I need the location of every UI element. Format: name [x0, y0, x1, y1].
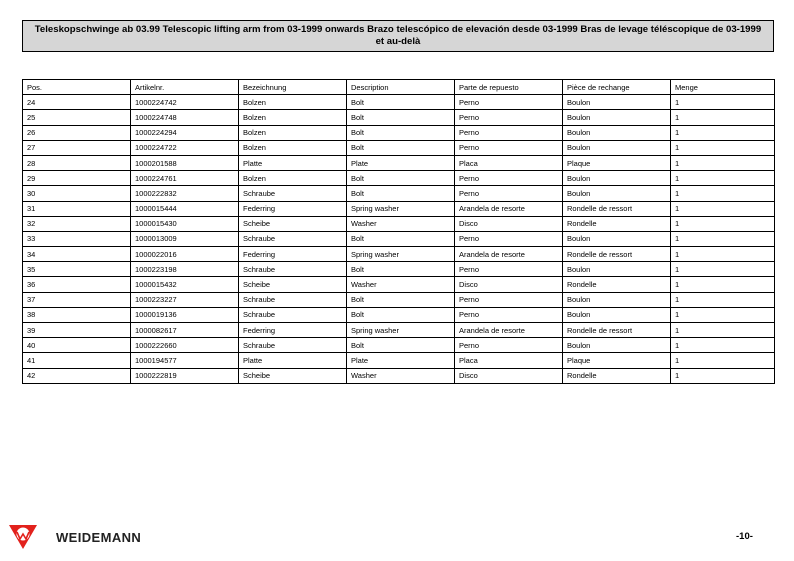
cell-menge: 1 — [671, 125, 775, 140]
cell-pos: 40 — [23, 338, 131, 353]
cell-piece-de-rechange: Rondelle de ressort — [563, 201, 671, 216]
cell-menge: 1 — [671, 95, 775, 110]
cell-description: Washer — [347, 277, 455, 292]
cell-description: Bolt — [347, 292, 455, 307]
cell-bezeichnung: Platte — [239, 155, 347, 170]
cell-article-number: 1000223198 — [131, 262, 239, 277]
cell-pos: 35 — [23, 262, 131, 277]
cell-parte-de-repuesto: Perno — [455, 125, 563, 140]
cell-article-number: 1000224761 — [131, 171, 239, 186]
table-row — [23, 216, 775, 231]
cell-menge: 1 — [671, 277, 775, 292]
cell-bezeichnung: Schraube — [239, 338, 347, 353]
cell-menge: 1 — [671, 262, 775, 277]
cell-piece-de-rechange: Boulon — [563, 186, 671, 201]
table-row — [23, 155, 775, 170]
cell-bezeichnung: Platte — [239, 353, 347, 368]
cell-piece-de-rechange: Rondelle — [563, 368, 671, 383]
cell-article-number: 1000223227 — [131, 292, 239, 307]
cell-bezeichnung: Schraube — [239, 186, 347, 201]
table-row — [23, 171, 775, 186]
cell-pos: 25 — [23, 110, 131, 125]
cell-menge: 1 — [671, 140, 775, 155]
table-row — [23, 125, 775, 140]
cell-bezeichnung: Schraube — [239, 262, 347, 277]
cell-menge: 1 — [671, 247, 775, 262]
table-row — [23, 307, 775, 322]
table-row — [23, 323, 775, 338]
cell-pos: 26 — [23, 125, 131, 140]
column-header-bezeichnung: Bezeichnung — [239, 80, 347, 95]
cell-article-number: 1000019136 — [131, 307, 239, 322]
cell-article-number: 1000015444 — [131, 201, 239, 216]
table-row — [23, 292, 775, 307]
cell-description: Washer — [347, 368, 455, 383]
cell-menge: 1 — [671, 216, 775, 231]
column-header-menge: Menge — [671, 80, 775, 95]
cell-description: Washer — [347, 216, 455, 231]
cell-description: Bolt — [347, 338, 455, 353]
cell-description: Bolt — [347, 125, 455, 140]
table-row — [23, 353, 775, 368]
cell-bezeichnung: Bolzen — [239, 171, 347, 186]
cell-piece-de-rechange: Rondelle de ressort — [563, 247, 671, 262]
cell-menge: 1 — [671, 292, 775, 307]
table-row — [23, 231, 775, 246]
cell-piece-de-rechange: Plaque — [563, 353, 671, 368]
cell-bezeichnung: Schraube — [239, 292, 347, 307]
column-header-piece-de-rechange: Pièce de rechange — [563, 80, 671, 95]
cell-pos: 24 — [23, 95, 131, 110]
cell-piece-de-rechange: Rondelle — [563, 277, 671, 292]
cell-piece-de-rechange: Boulon — [563, 140, 671, 155]
parts-table — [22, 79, 775, 384]
cell-menge: 1 — [671, 110, 775, 125]
table-row — [23, 262, 775, 277]
cell-pos: 31 — [23, 201, 131, 216]
cell-description: Bolt — [347, 262, 455, 277]
cell-bezeichnung: Federring — [239, 323, 347, 338]
cell-description: Spring washer — [347, 323, 455, 338]
cell-piece-de-rechange: Boulon — [563, 292, 671, 307]
cell-parte-de-repuesto: Perno — [455, 292, 563, 307]
cell-piece-de-rechange: Boulon — [563, 125, 671, 140]
column-header-parte-de-repuesto: Parte de repuesto — [455, 80, 563, 95]
cell-parte-de-repuesto: Disco — [455, 277, 563, 292]
cell-article-number: 1000224294 — [131, 125, 239, 140]
cell-menge: 1 — [671, 231, 775, 246]
table-row — [23, 140, 775, 155]
cell-article-number: 1000194577 — [131, 353, 239, 368]
cell-piece-de-rechange: Boulon — [563, 171, 671, 186]
cell-parte-de-repuesto: Disco — [455, 216, 563, 231]
cell-bezeichnung: Scheibe — [239, 368, 347, 383]
cell-piece-de-rechange: Plaque — [563, 155, 671, 170]
cell-pos: 36 — [23, 277, 131, 292]
cell-pos: 34 — [23, 247, 131, 262]
cell-bezeichnung: Bolzen — [239, 95, 347, 110]
cell-article-number: 1000082617 — [131, 323, 239, 338]
cell-article-number: 1000201588 — [131, 155, 239, 170]
cell-piece-de-rechange: Boulon — [563, 231, 671, 246]
cell-pos: 37 — [23, 292, 131, 307]
cell-pos: 32 — [23, 216, 131, 231]
table-row — [23, 201, 775, 216]
cell-menge: 1 — [671, 323, 775, 338]
cell-article-number: 1000222660 — [131, 338, 239, 353]
weidemann-logo-icon — [6, 523, 40, 551]
cell-bezeichnung: Federring — [239, 201, 347, 216]
cell-bezeichnung: Scheibe — [239, 216, 347, 231]
cell-pos: 39 — [23, 323, 131, 338]
cell-bezeichnung: Bolzen — [239, 125, 347, 140]
cell-description: Spring washer — [347, 201, 455, 216]
cell-description: Plate — [347, 155, 455, 170]
cell-piece-de-rechange: Boulon — [563, 262, 671, 277]
column-header-pos: Pos. — [23, 80, 131, 95]
cell-article-number: 1000222819 — [131, 368, 239, 383]
cell-bezeichnung: Bolzen — [239, 140, 347, 155]
cell-parte-de-repuesto: Placa — [455, 353, 563, 368]
cell-parte-de-repuesto: Perno — [455, 307, 563, 322]
cell-piece-de-rechange: Rondelle de ressort — [563, 323, 671, 338]
cell-description: Bolt — [347, 140, 455, 155]
cell-article-number: 1000013009 — [131, 231, 239, 246]
cell-parte-de-repuesto: Perno — [455, 186, 563, 201]
cell-description: Bolt — [347, 95, 455, 110]
cell-pos: 27 — [23, 140, 131, 155]
cell-piece-de-rechange: Rondelle — [563, 216, 671, 231]
brand-logo — [6, 522, 141, 552]
cell-pos: 38 — [23, 307, 131, 322]
cell-parte-de-repuesto: Arandela de resorte — [455, 201, 563, 216]
column-header-article-number: Artikelnr. — [131, 80, 239, 95]
cell-parte-de-repuesto: Perno — [455, 110, 563, 125]
cell-description: Spring washer — [347, 247, 455, 262]
table-row — [23, 368, 775, 383]
cell-menge: 1 — [671, 155, 775, 170]
brand-name: WEIDEMANN — [56, 529, 142, 545]
cell-parte-de-repuesto: Arandela de resorte — [455, 247, 563, 262]
cell-parte-de-repuesto: Placa — [455, 155, 563, 170]
cell-article-number: 1000224742 — [131, 95, 239, 110]
table-header-row — [23, 80, 775, 95]
cell-menge: 1 — [671, 171, 775, 186]
cell-parte-de-repuesto: Perno — [455, 262, 563, 277]
cell-parte-de-repuesto: Perno — [455, 140, 563, 155]
cell-description: Bolt — [347, 110, 455, 125]
cell-article-number: 1000224722 — [131, 140, 239, 155]
cell-piece-de-rechange: Boulon — [563, 338, 671, 353]
cell-menge: 1 — [671, 201, 775, 216]
table-row — [23, 186, 775, 201]
cell-bezeichnung: Schraube — [239, 231, 347, 246]
column-header-description: Description — [347, 80, 455, 95]
table-row — [23, 247, 775, 262]
cell-parte-de-repuesto: Perno — [455, 231, 563, 246]
table-row — [23, 95, 775, 110]
cell-article-number: 1000022016 — [131, 247, 239, 262]
cell-menge: 1 — [671, 368, 775, 383]
table-row — [23, 277, 775, 292]
cell-bezeichnung: Schraube — [239, 307, 347, 322]
cell-pos: 30 — [23, 186, 131, 201]
page-title: Teleskopschwinge ab 03.99 Telescopic lifting arm from 03-1999 onwards Brazo telescópico de elevación desde 03-1999 Bras de levage téléscopique de 03-1999 et au-delà — [34, 24, 762, 47]
cell-parte-de-repuesto: Perno — [455, 338, 563, 353]
cell-article-number: 1000015430 — [131, 216, 239, 231]
cell-pos: 29 — [23, 171, 131, 186]
cell-pos: 41 — [23, 353, 131, 368]
cell-piece-de-rechange: Boulon — [563, 95, 671, 110]
cell-description: Bolt — [347, 231, 455, 246]
cell-menge: 1 — [671, 338, 775, 353]
cell-parte-de-repuesto: Perno — [455, 171, 563, 186]
cell-bezeichnung: Federring — [239, 247, 347, 262]
cell-piece-de-rechange: Boulon — [563, 307, 671, 322]
cell-article-number: 1000224748 — [131, 110, 239, 125]
cell-bezeichnung: Bolzen — [239, 110, 347, 125]
cell-bezeichnung: Scheibe — [239, 277, 347, 292]
cell-menge: 1 — [671, 186, 775, 201]
cell-pos: 28 — [23, 155, 131, 170]
table-row — [23, 338, 775, 353]
cell-parte-de-repuesto: Arandela de resorte — [455, 323, 563, 338]
cell-description: Bolt — [347, 186, 455, 201]
cell-parte-de-repuesto: Disco — [455, 368, 563, 383]
cell-description: Bolt — [347, 307, 455, 322]
cell-pos: 42 — [23, 368, 131, 383]
cell-article-number: 1000222832 — [131, 186, 239, 201]
cell-piece-de-rechange: Boulon — [563, 110, 671, 125]
cell-pos: 33 — [23, 231, 131, 246]
page-number: -10- — [736, 531, 753, 542]
cell-article-number: 1000015432 — [131, 277, 239, 292]
page-title-box — [22, 20, 774, 52]
cell-menge: 1 — [671, 353, 775, 368]
cell-description: Plate — [347, 353, 455, 368]
parts-table-body — [23, 95, 775, 384]
table-row — [23, 110, 775, 125]
cell-description: Bolt — [347, 171, 455, 186]
cell-parte-de-repuesto: Perno — [455, 95, 563, 110]
cell-menge: 1 — [671, 307, 775, 322]
